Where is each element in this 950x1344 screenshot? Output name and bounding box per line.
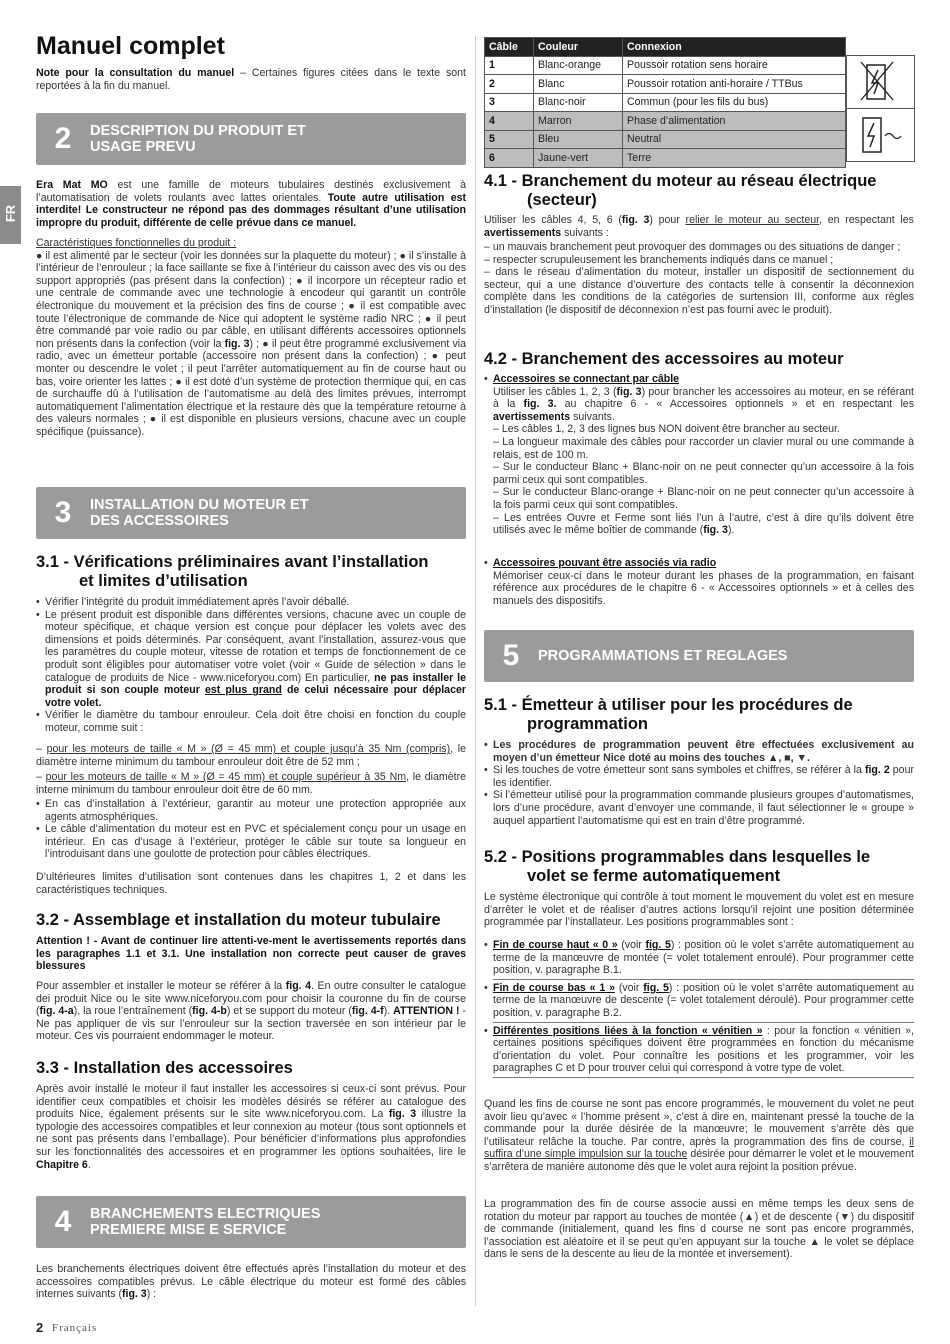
list-item: • Les procédures de programmation peuvent être effectuées exclusivement au moyen d’un émetteur Nice doté au moins des touches ▲, ■, ▼. <box>493 739 914 764</box>
section-4-header <box>36 1196 466 1248</box>
column-header: Connexion <box>623 38 846 57</box>
list-item: • Le présent produit est disponible dans différentes versions, chacune avec un couple de moteur spécifique, et chaque version est conçue pour déplacer les volets avec des dimensions et poids déterminés. Par conséquent, avant l’installation, assurez-vous que les paramètres du couple moteur, vitesse de rotation et temps de fonctionnement de ce produit sont éligibles pour automatiser votre volet (voir « Guide de sélection » dans le catalogue de produits de Nice - www.niceforyou.com) En particulier, ne pas installer le produit si son couple moteur est plus grand de celui nécessaire pour déplacer votre volet. <box>45 609 466 710</box>
section-title: PROGRAMMATIONS ET REGLAGES <box>538 648 788 664</box>
section-title: INSTALLATION DU MOTEUR ET DES ACCESSOIRES <box>90 497 309 529</box>
list-item: • Fin de course bas « 1 » (voir fig. 5) : position où le volet s’arrête automatiquement au terme de la manœuvre de descente (= volet totalement déroulé). Pour programmer cette position, v. paragraphe B.2. <box>493 982 914 1023</box>
note-paragraph: Note pour la consultation du manuel – Certaines figures citées dans le texte sont reportées à la fin du manuel. <box>36 67 466 92</box>
section-3-header <box>36 487 466 539</box>
footer-language: Français <box>52 1322 98 1334</box>
dash-item: – Sur le conducteur Blanc + Blanc-noir on ne peut connecter qu’un accessoire à la fois parmi ceux qui sont compatibles. <box>493 461 914 486</box>
section-number: 4 <box>54 1205 72 1238</box>
dash-item: – La longueur maximale des câbles pour raccorder un clavier mural ou une commande à relais, est de 100 m. <box>493 435 914 461</box>
table-row: 4 Marron Phase d’alimentation <box>485 112 846 131</box>
section-2-header <box>36 113 466 165</box>
rotation-paragraph: La programmation des fin de course associe aussi en même temps les deux sens de rotation du moteur par rapport au touches de montée (▲) et de descente (▼) du dispositif de commande (initialement, quand les fins d course ne sont pas encore programmés, l’association est aléatoire et il se peut qu’en appuyant sur la touche ▲ le volet se déplace dans le sens de la descente au lieu de la montée et inversement). <box>484 1198 914 1261</box>
manual-mode-paragraph: Quand les fins de course ne sont pas encore programmés, le mouvement du volet ne peut avoir lieu qu’avec « l’homme présent », c’est à dire en, maintenant pressé la touche de la commande pour la durée désirée de la manœuvre; le mouvement s’arrête dès que l’utilisateur relâche la touche. Par contre, après la programmation des fins de course, il suffira d’une simple impulsion sur la touche désirée pour démarrer le volet et le mouvement s’arrêtera de manière autonome dès que le volet aura rejoint la position prévue. <box>484 1098 914 1173</box>
accessories-paragraph: Après avoir installé le moteur il faut installer les accessoires si ceux-ci sont prévus. Pour identifier ceux compatibles et choisir les modèles désirés se référer au catalogue des produits Nice, également présents sur le site www.niceforyou.com. La fig. 3 illustre la typologie des accessoires compatibles et leur connexion au moteur (tous sont optionnels et ne sont pas présents dans l’emballage). Pour bénéficier d’informations plus approfondies sur les fonctionnalités des accessoires et en programmer les options souhaitées, lire le Chapitre 6. <box>36 1083 466 1171</box>
section-title: DESCRIPTION DU PRODUIT ET USAGE PREVU <box>90 123 306 155</box>
list-item: • Vérifier le diamètre du tambour enrouleur. Cela doit être choisi en fonction du couple moteur, comme suit : <box>45 709 466 734</box>
list-item: • Si les touches de votre émetteur sont sans symboles et chiffres, se référer à la fig. 2 pour les identifier. <box>493 764 914 789</box>
column-header: Couleur <box>534 38 623 57</box>
table-row: 6 Jaune-vert Terre <box>485 149 846 168</box>
list-item: • Différentes positions liées à la fonction « vénitien » : pour la fonction « vénitien », certaines positions spécifiques doivent être programmées en fonction du mécanisme d’orientation du volet. Pour connaître les positions et les programmer, voir les paragraphes C et D pour trouver celui qui correspond à votre type de volet. <box>493 1025 914 1078</box>
column-divider <box>475 36 476 1306</box>
heading-5-1: 5.1 - Émetteur à utiliser pour les procédures de programmation <box>484 696 853 733</box>
heading-4-1: 4.1 - Branchement du moteur au réseau électrique (secteur) <box>484 172 877 209</box>
list-5-1 <box>484 739 914 827</box>
list-item: • Vérifier l’intégrité du produit immédiatement après l’avoir déballé. <box>45 596 466 609</box>
no-mains-icon <box>846 55 915 109</box>
accessories-radio-list <box>484 557 914 607</box>
dash-item: – Sur le conducteur Blanc-orange + Blanc-noir on ne peut connecter qu’un accessoire à la fois parmi ceux qui sont compatibles. <box>493 486 914 511</box>
heading-5-2: 5.2 - Positions programmables dans lesquelles le volet se ferme automatiquement <box>484 848 871 885</box>
limits-paragraph: D’ultérieures limites d’utilisation sont contenues dans les chapitres 1, 2 et dans les caractéristiques techniques. <box>36 871 466 896</box>
list-item: • Fin de course haut « 0 » (voir fig. 5) : position où le volet s’arrête automatiquement au terme de la manœuvre de montée (= volet totalement enroulé). Pour programmer cette position, v. paragraphe B.1. <box>493 939 914 980</box>
list-3-1 <box>36 596 466 735</box>
section-number: 5 <box>502 639 520 672</box>
dash-item: – Les câbles 1, 2, 3 des lignes bus NON doivent être brancher au secteur. <box>493 423 840 436</box>
assembly-paragraph: Pour assembler et installer le moteur se référer à la fig. 4. En outre consulter le catalogue dei produit Nice ou le site www.niceforyou.com pour choisir la couronne du fin de course (fig. 4-a), la roue l’entraînement (fig. 4-b) et se support du moteur (fig. 4-f). ATTENTION ! - Ne pas appliquer de vis sur l’enrouleur sur la section traversée en son intérieur par le moteur. Ces vis pourraient endommager le moteur. <box>36 980 466 1043</box>
dash-item: – pour les moteurs de taille « M » (Ø = 45 mm) et couple supérieur à 35 Nm, le diamètre interne minimum du tambour enrouleur doit être de 60 mm. <box>36 771 466 796</box>
dash-item: – respecter scrupuleusement les branchements indiqués dans ce manuel ; <box>484 253 834 266</box>
table-header-row <box>485 38 846 57</box>
heading-4-2: 4.2 - Branchement des accessoires au moteur <box>484 350 844 368</box>
dash-item: – dans le réseau d’alimentation du moteur, installer un dispositif de sectionnement du secteur, qui a une distance d’ouverture des contacts telle à consentir la déconnexion complète dans les conditions de la catégories de surtension III, conforme aux règles d’installation (le dispositif de déconnexion n’est pas fourni avec le produit). <box>484 266 915 316</box>
positions-paragraph: Le système électronique qui contrôle à tout moment le mouvement du volet est en mesure d’arrêter le volet et de réaliser d’autres actions lorsqu’il rejoint une position déterminée programmée par l’installateur. Les positions programmables sont : <box>484 891 914 929</box>
mains-paragraph: Utiliser les câbles 4, 5, 6 (fig. 3) pour relier le moteur au secteur, en respectant les avertissements suivants : <box>484 214 914 239</box>
column-header: Câble <box>485 38 534 57</box>
table-row: 1 Blanc-orange Poussoir rotation sens horaire <box>485 56 846 75</box>
mains-power-icon <box>846 108 915 162</box>
page-number: 2 <box>36 1320 44 1335</box>
list-item: • Si l’émetteur utilisé pour la programmation commande plusieurs groupes d’automatismes, lors d’une procédure, avant d’envoyer une commande, il faut sélectionner le « groupe » auquel appartient l’automatisme qui est en train d’être programmé. <box>493 789 914 827</box>
mains-warnings-list <box>484 241 914 317</box>
accessories-cable-list <box>484 373 914 537</box>
warning-paragraph: Attention ! - Avant de continuer lire attenti-ve-ment le avertissements reportés dans les paragraphes 1.1 et 3.1. Une installation non correcte peut causer de graves blessures <box>36 935 466 973</box>
list-item: • Accessoires pouvant être associés via radio Mémoriser ceux-ci dans le moteur durant les phases de la programmation, en faisant référence aux procédures de le chapitre 6 - « Accessoires optionnels » et à celles des manuels des dispositifs. <box>493 557 914 607</box>
list-3-1b <box>36 798 466 861</box>
list-item: • En cas d’installation à l’extérieur, garantir au moteur une protection appropriée aux agents atmosphériques. <box>45 798 466 823</box>
heading-3-3: 3.3 - Installation des accessoires <box>36 1059 293 1077</box>
list-item: • Le câble d’alimentation du moteur est en PVC et spécialement conçu pour un usage en intérieur. En cas d’usage à l’extérieur, protéger le câble sur toute sa longueur en l’introduisant dans une goulotte de protection pour câbles électriques. <box>45 823 466 861</box>
table-row: 2 Blanc Poussoir rotation anti-horaire / TTBus <box>485 75 846 94</box>
intro-paragraph: Era Mat MO est une famille de moteurs tubulaires destinés exclusivement à l’automatisation de volets roulants avec lattes orientales. Toute autre utilisation est interdite! Le constructeur ne répond pas des dommages résultant d’une utilisation impropre du produit, différente de celle prévue dans ce manuel. <box>36 179 467 229</box>
list-item: • Accessoires se connectant par câble Utiliser les câbles 1, 2, 3 (fig. 3) pour brancher les accessoires au moteur, en se référant à la fig. 3. au chapitre 6 - « Accessoires optionnels » et en respectant les avertissements suivants. – Les câbles 1, 2, 3 des lignes bus NON doivent être brancher au secteur. – La longueur maximale des câbles pour raccorder un clavier mural ou une commande à relais, est de 100 m. – Sur le conducteur Blanc + Blanc-noir on ne peut connecter qu’un accessoire à la fois parmi ceux qui sont compatibles. – Sur le conducteur Blanc-orange + Blanc-noir on ne peut connecter qu’un accessoire à la fois parmi ceux qui sont compatibles. – Les entrées Ouvre et Ferme sont liés l’un à l’autre, c’est à dire qu’ils doivent être utilisés avec le même boîtier de commande (fig. 3). <box>493 373 914 537</box>
features-paragraph: Caractéristiques fonctionnelles du produit : ● il est alimenté par le secteur (voir les données sur la plaquette du moteur) ; ● il s’installe à l’intérieur de l’enrouleur ; la face saillante se fixe à l’intérieur du caisson avec des vis ou des support appropriés (pas présent dans la confection) ; ● il incorpore un récepteur radio et une centrale de commande avec une technologie à encodeur qui garantit un contrôle électronique du mouvement et la précision des fins de course ; ● il est compatible avec toute l’électronique de commande de Nice qui adoptent le système radio NRC ; ● il peut être commandé par voie radio ou par câble, en utilisant différents accessoires optionnels non présents dans la confection (voir la fig. 3) ; ● il peut être programmé exclusivement via radio, avec un émetteur portable (accessoire non présent dans la confection) ; ● peut monter ou descendre le volet ; il peut l’arrêter automatiquement au fin de course haut ou bas, voire orienter les lattes ; ● il est doté d’un système de protection thermique qui, en cas de surchauffe dû à l’utilisation de l’automatisme au delà des limites prévues, interrompt automatiquement l’alimentation électrique et la restaure dès que la température retourne à des valeurs normales ; ● il est disponible en plusieurs versions, chacune avec un couple spécifique (puissance). <box>36 237 467 438</box>
connections-paragraph: Les branchements électriques doivent être effectués après l’installation du moteur et des accessoires compatibles prévus. Le câble électrique du moteur est formé des câbles internes suivants (fig. 3) : <box>36 1263 466 1301</box>
cable-table <box>484 37 846 168</box>
table-row: 5 Bleu Neutral <box>485 130 846 149</box>
dash-item: – un mauvais branchement peut provoquer des dommages ou des situations de danger ; <box>484 241 901 253</box>
table-row: 3 Blanc-noir Commun (pour les fils du bus) <box>485 93 846 112</box>
dash-item: – Les entrées Ouvre et Ferme sont liés l’un à l’autre, c’est à dire qu’ils doivent être utilisés avec le même boîtier de commande (fig. 3). <box>493 511 914 537</box>
dash-item: – pour les moteurs de taille « M » (Ø = 45 mm) et couple jusqu’à 35 Nm (compris), le diamètre interne minimum du tambour enrouleur doit être de 52 mm ; <box>36 743 467 768</box>
section-5-header <box>484 630 914 682</box>
positions-list <box>484 939 914 1080</box>
heading-3-1: 3.1 - Vérifications préliminaires avant l’installation et limites d’utilisation <box>36 553 429 590</box>
section-number: 2 <box>54 122 72 155</box>
section-number: 3 <box>54 496 72 529</box>
page-title: Manuel complet <box>36 32 225 60</box>
section-title: BRANCHEMENTS ELECTRIQUES PREMIERE MISE E SERVICE <box>90 1206 321 1238</box>
heading-3-2: 3.2 - Assemblage et installation du moteur tubulaire <box>36 911 441 929</box>
language-tab: FR <box>0 186 21 244</box>
